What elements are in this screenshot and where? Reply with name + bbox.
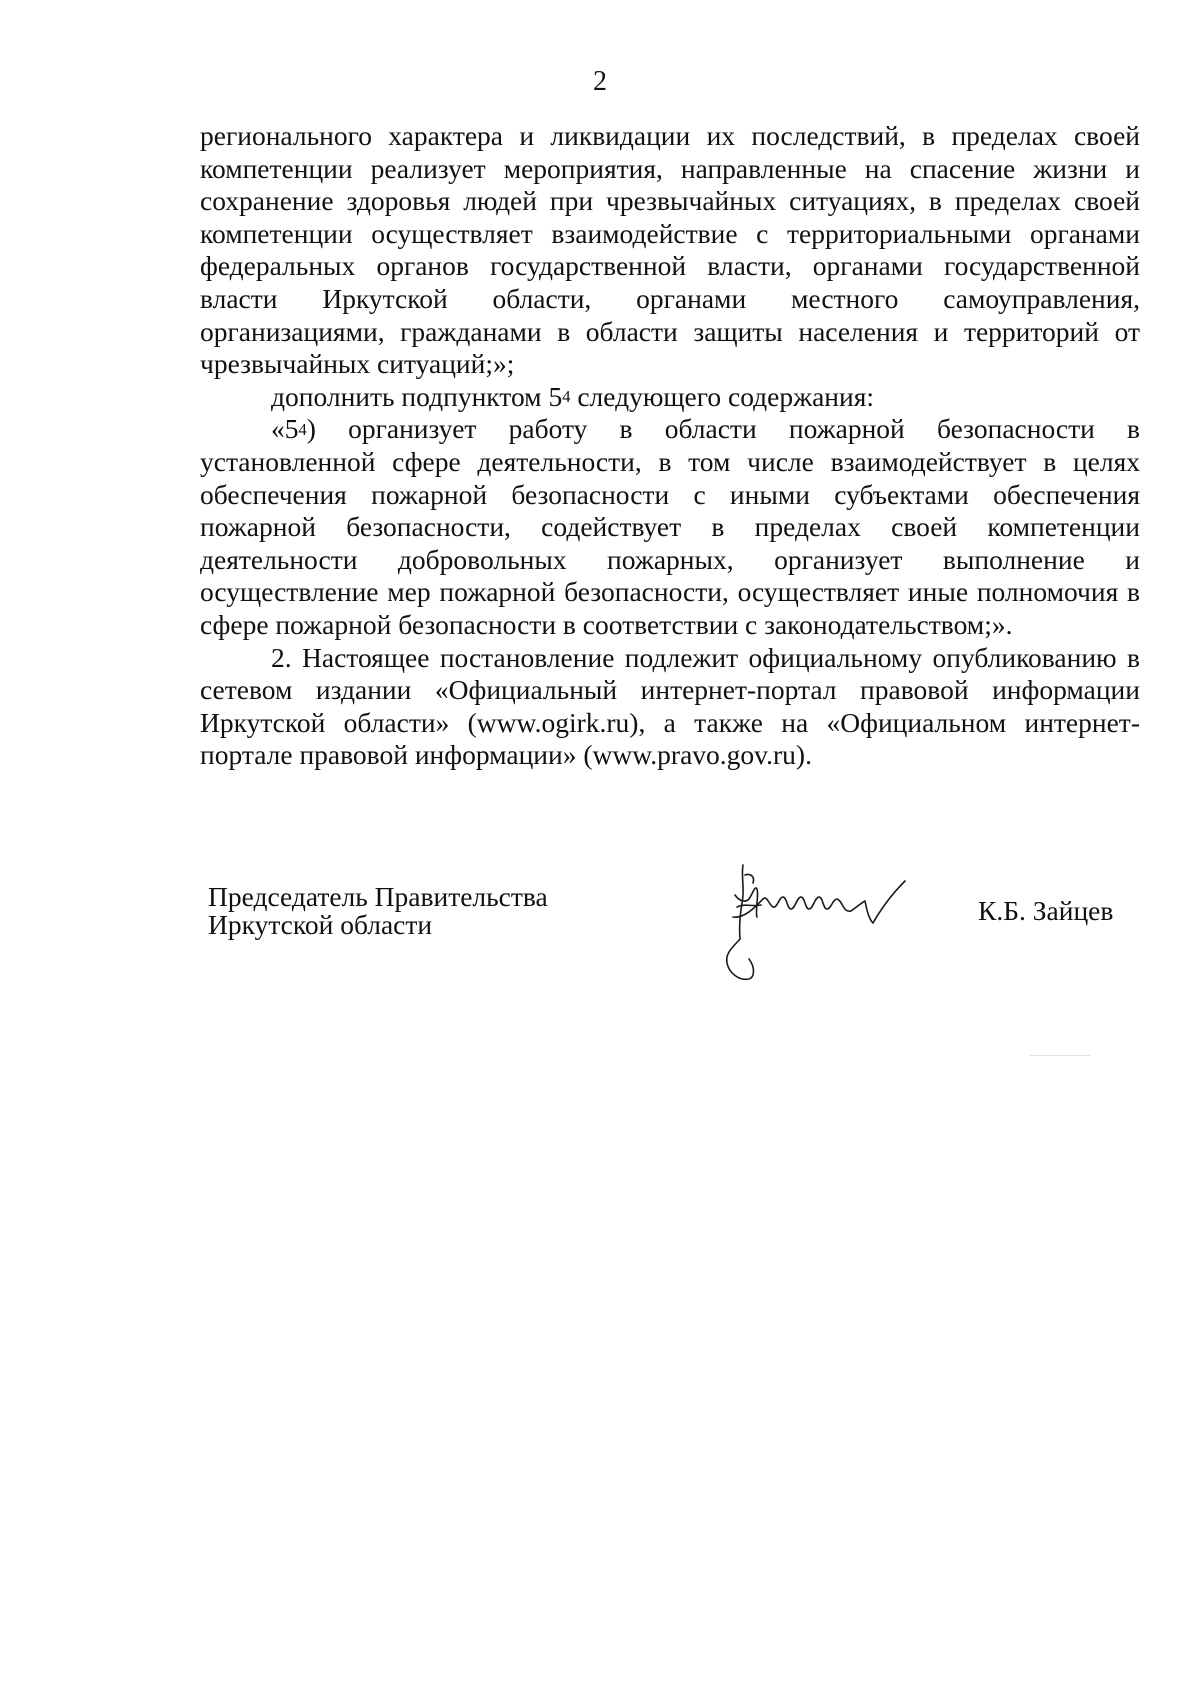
handwritten-signature	[715, 855, 935, 995]
superscript-4: 4	[298, 420, 307, 440]
document-body	[200, 120, 1140, 772]
page-number: 2	[593, 66, 607, 97]
paragraph-amendment-intro	[200, 381, 1140, 414]
subpoint-text: ) организует работу в области пожарной безопасности в установленной сфере деятельности, в том числе взаимодействует в целях обеспечения пожарной безопасности с иными субъектами обеспечения пожарной безопасности, содействует в пределах своей компетенции деятельности добровольных пожарных, организует выполнение и осуществление мер пожарной безопасности, осуществляет иные полномочия в сфере пожарной безопасности в соответствии с законодательством;».	[200, 413, 1140, 640]
scan-artifact-line	[1030, 1055, 1090, 1056]
amendment-intro-suffix: следующего содержания:	[570, 380, 875, 412]
signatory-position-line-2: Иркутской области	[208, 909, 433, 940]
signatory-position-line-1: Председатель Правительства	[208, 881, 548, 912]
superscript-4: 4	[562, 387, 571, 407]
paragraph-subpoint-5-4	[200, 413, 1140, 641]
amendment-intro-text: дополнить подпунктом 5	[271, 380, 563, 412]
signatory-name: К.Б. Зайцев	[978, 895, 1114, 926]
paragraph-publication: 2. Настоящее постановление подлежит официальному опубликованию в сетевом издании «Официальный интернет-портал правовой информации Иркутской области» (www.ogirk.ru), а также на «Официальном интернет-портале правовой информации» (www.pravo.gov.ru).	[200, 641, 1140, 771]
subpoint-number: «5	[271, 413, 299, 445]
signatory-position	[208, 883, 548, 939]
paragraph-continuation: регионального характера и ликвидации их последствий, в пределах своей компетенции реализует мероприятия, направленные на спасение жизни и сохранение здоровья людей при чрезвычайных ситуациях, в пределах своей компетенции осуществляет взаимодействие с территориальными органами федеральных органов государственной власти, органами государственной власти Иркутской области, органами местного самоуправления, организациями, гражданами в области защиты населения и территорий от чрезвычайных ситуаций;»;	[200, 120, 1140, 380]
